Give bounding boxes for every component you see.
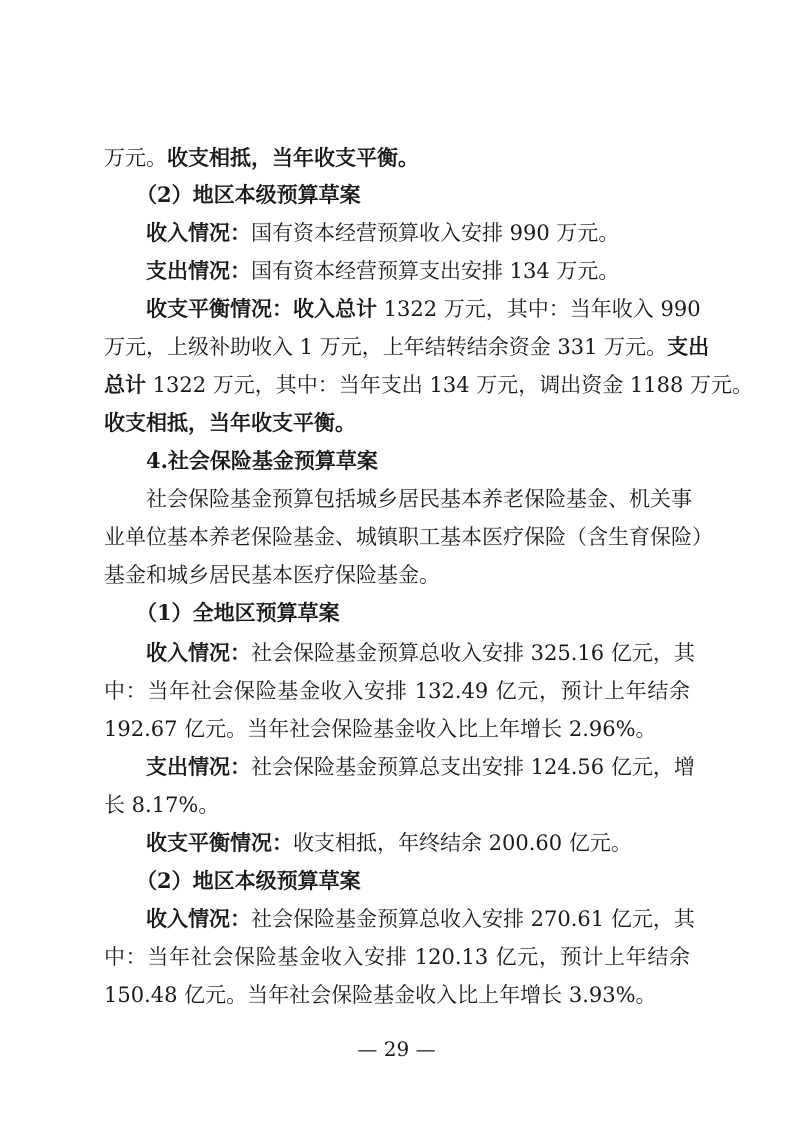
text-line: 收支相抵，当年收支平衡。 [104,410,356,435]
text-line: 收支平衡情况：收入总计 1322 万元，其中：当年收入 990 [146,296,701,321]
section-heading: （1）全地区预算草案 [136,600,340,625]
text-line: 150.48 亿元。当年社会保险基金收入比上年增长 3.93%。 [104,983,657,1007]
section-heading: 4.社会保险基金预算草案 [146,448,378,473]
text-line: 中：当年社会保险基金收入安排 120.13 亿元，预计上年结余 [104,945,690,969]
text-line: 基金和城乡居民基本医疗保险基金。 [104,563,440,587]
page-number: — 29 — [357,1037,436,1061]
text-line: 中：当年社会保险基金收入安排 132.49 亿元，预计上年结余 [104,679,690,703]
text-line: 支出情况：国有资本经营预算支出安排 134 万元。 [146,258,620,283]
text-line: 收入情况：社会保险基金预算总收入安排 325.16 亿元，其 [146,640,695,665]
text-line: 万元，上级补助收入 1 万元，上年结转结余资金 331 万元。支出 [104,334,710,359]
text-line: 192.67 亿元。当年社会保险基金收入比上年增长 2.96%。 [104,717,657,741]
text-line: 收入情况：社会保险基金预算总收入安排 270.61 亿元，其 [146,906,695,931]
section-heading: （2）地区本级预算草案 [136,182,361,207]
text-line: 收支平衡情况：收支相抵，年终结余 200.60 亿元。 [146,830,632,855]
section-heading: （2）地区本级预算草案 [136,868,361,893]
text-line: 总计 1322 万元，其中：当年支出 134 万元，调出资金 1188 万元。 [104,372,754,397]
text-line: 万元。收支相抵，当年收支平衡。 [104,145,419,170]
text-line: 支出情况：社会保险基金预算总支出安排 124.56 亿元，增 [146,754,695,779]
text-line: 长 8.17%。 [104,793,220,817]
text-line: 社会保险基金预算包括城乡居民基本养老保险基金、机关事 [146,487,692,511]
text-line: 收入情况：国有资本经营预算收入安排 990 万元。 [146,220,620,245]
text-line: 业单位基本养老保险基金、城镇职工基本医疗保险（含生育保险） [104,525,713,549]
